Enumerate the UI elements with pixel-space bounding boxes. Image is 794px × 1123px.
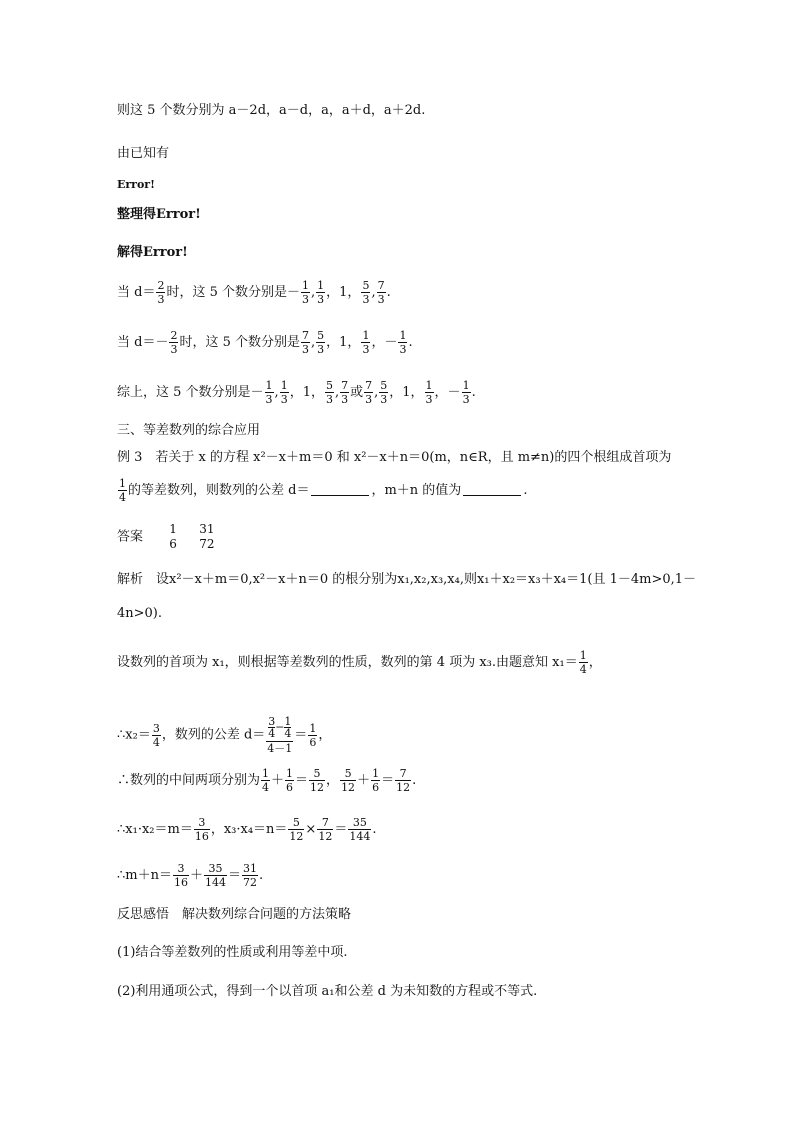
text: ＋ (357, 773, 371, 788)
text: ， (318, 727, 332, 743)
text: 解析 设x²－x＋m＝0,x²－x＋n＝0 的根分别为x₁,x₂,x₃,x₄,则x₁＋x₂＝x₃＋x₄＝1(且 1－4m>0,1－ (117, 572, 697, 587)
reflection-point-2 (117, 984, 537, 1000)
analysis-line-5 (117, 768, 416, 793)
line-case-negative: 当 d＝－ $\frac{2}{3}$ 时，这 5 个数分别是 $\frac{7}{3}$ , $\frac{5}{3}$ ，1， $\frac{1}{3}$ ，－ $\frac{1}{3}$ . (117, 329, 413, 356)
analysis-line-7 (117, 863, 263, 888)
text: 反思感悟 解决数列综合问题的方法策略 (117, 907, 352, 922)
fraction: $\frac{5}{3}$ (325, 379, 333, 406)
fraction: $\frac{1}{3}$ (425, 379, 433, 406)
fraction: $\frac{1}{4}$ (119, 477, 126, 504)
text: 或 (350, 385, 364, 400)
line-given (117, 146, 169, 162)
section-heading (117, 423, 260, 439)
text: 4n>0). (117, 606, 163, 621)
fraction: $\frac{5}{3}$ (380, 379, 388, 406)
fraction: $\frac{1}{3}$ (462, 379, 470, 406)
fraction: $\frac{5}{3}$ (317, 329, 325, 356)
fraction: $\frac{1}{4}$ (579, 649, 587, 676)
text: 整理得Error! (117, 207, 201, 222)
fraction: $\frac{2}{3}$ (170, 329, 178, 356)
text: ＝ (334, 822, 348, 837)
line-simplify (117, 207, 201, 223)
fraction: $\frac{2}{3}$ (157, 279, 165, 306)
fraction: $\frac{7}{3}$ (377, 279, 385, 306)
fraction: $\frac{7}{3}$ (302, 329, 310, 356)
fraction: $\frac{35}{144}$ (205, 862, 226, 889)
answer-label: 答案 (117, 529, 144, 545)
text: ＋ (271, 773, 285, 788)
line-solve (117, 245, 188, 261)
text: ＝ (381, 773, 395, 788)
answer-blank-mn (463, 495, 521, 496)
text: 当 d＝－ (117, 335, 169, 350)
text: ，1， (326, 335, 361, 350)
answer-fraction-mn: 31 72 (199, 522, 215, 551)
text: 时，这 5 个数分别是 (179, 335, 301, 350)
fraction: $\frac{7}{12}$ (318, 816, 333, 843)
text: ，－ (434, 385, 461, 400)
analysis-line-1 (117, 572, 696, 588)
fraction: $\frac{3}{16}$ (194, 816, 209, 843)
text: (1)结合等差数列的性质或利用等差中项. (117, 945, 348, 960)
fraction: $\frac{1}{6}$ (309, 721, 317, 749)
analysis-line-3 (117, 650, 602, 675)
text: ，m＋n 的值为 (371, 483, 462, 498)
text: ∴m＋n＝ (117, 868, 172, 883)
line-error-1 (117, 177, 155, 193)
fraction: $\frac{5}{12}$ (310, 767, 325, 794)
fraction: $\frac{31}{72}$ (243, 862, 258, 889)
text: ∴x₁·x₂＝m＝ (117, 822, 193, 837)
fraction: $\frac{5}{3}$ (362, 279, 370, 306)
text: ，1， (289, 385, 324, 400)
fraction: $\frac{7}{12}$ (396, 767, 411, 794)
text: . (412, 773, 417, 788)
text: 例 3 若关于 x 的方程 x²－x＋m＝0 和 x²－x＋n＝0(m，n∈R，且 m≠n)的四个根组成首项为 (117, 450, 672, 465)
fraction: $\frac{5}{12}$ (341, 767, 356, 794)
fraction: $\frac{1}{3}$ (399, 329, 407, 356)
analysis-line-4 (117, 716, 331, 754)
answer-fraction-d: 1 6 (169, 522, 177, 551)
answer-blank-d (311, 495, 369, 496)
fraction: $\frac{5}{12}$ (289, 816, 304, 843)
text: ∴数列的中间两项分别为 (117, 773, 261, 788)
reflection-point-1 (117, 945, 348, 961)
text: Error! (117, 178, 155, 191)
text: ，－ (371, 335, 398, 350)
text: 则这 5 个数分别为 a－2d，a－d，a，a＋d，a＋2d. (117, 103, 426, 118)
fraction: $\frac{35}{144}$ (349, 816, 371, 843)
text: (2)利用通项公式，得到一个以首项 a₁和公差 d 为未知数的方程或不等式. (117, 984, 538, 999)
text: 综上，这 5 个数分别是－ (117, 385, 264, 400)
text: ，1， (326, 285, 361, 300)
text: 的等差数列，则数列的公差 d＝ (128, 483, 310, 498)
text: ∴x₂＝ (117, 727, 151, 743)
text: 三、等差数列的综合应用 (117, 423, 261, 438)
text: ，x₃·x₄＝n＝ (210, 822, 288, 837)
example-3-line-1 (117, 450, 671, 466)
text: 时，这 5 个数分别是－ (166, 285, 301, 300)
reflection-title (117, 907, 351, 923)
fraction: $\frac{7}{3}$ (341, 379, 349, 406)
fraction: $\frac{1}{3}$ (362, 329, 370, 356)
fraction: $\frac{1}{6}$ (286, 767, 294, 794)
answer-line (117, 523, 217, 551)
text: ，数列的公差 d＝ (161, 727, 266, 743)
text: ，1， (389, 385, 424, 400)
text: 当 d＝ (117, 285, 156, 300)
text: × (305, 822, 317, 837)
text: ， (326, 773, 340, 788)
line-case-positive: 当 d＝ $\frac{2}{3}$ 时，这 5 个数分别是－ $\frac{1}{3}$ , $\frac{1}{3}$ ，1， $\frac{5}{3}$ , $\frac{7}{3}$ . (117, 279, 391, 306)
fraction: $\frac{1}{4}$ (262, 767, 270, 794)
text: 由已知有 (117, 146, 170, 161)
text: ， (588, 655, 602, 670)
line-summary: 综上，这 5 个数分别是－ $\frac{1}{3}$ , $\frac{1}{3}$ ，1， $\frac{5}{3}$ , $\frac{7}{3}$ 或 $\frac{7}{3}$ , $\frac{5}{3}$ ，1， $\frac{1}{3}$ ，－ $\frac{1}{3}$ . (117, 379, 476, 406)
text: ＝ (228, 868, 242, 883)
fraction: $\frac{1}{3}$ (265, 379, 273, 406)
fraction: $\frac{7}{3}$ (365, 379, 373, 406)
analysis-line-2 (117, 606, 162, 622)
text: . (259, 868, 264, 883)
text: ＋ (189, 868, 203, 883)
compound-fraction: $\frac{3}{4}$ − $\frac{1}{4}$ 4－1 (267, 715, 293, 755)
fraction: $\frac{1}{3}$ (280, 379, 288, 406)
text: ＝ (294, 727, 308, 743)
fraction: $\frac{3}{16}$ (173, 862, 188, 889)
fraction: $\frac{1}{3}$ (302, 279, 310, 306)
text: . (523, 483, 528, 498)
text: . (372, 822, 377, 837)
fraction: $\frac{1}{6}$ (372, 767, 380, 794)
text: ＝ (295, 773, 309, 788)
text: 设数列的首项为 x₁，则根据等差数列的性质，数列的第 4 项为 x₃.由题意知 x₁＝ (117, 655, 578, 670)
text: 解得Error! (117, 245, 188, 260)
line-five-numbers (117, 103, 425, 119)
example-3-line-2 (117, 478, 527, 503)
fraction: $\frac{1}{3}$ (317, 279, 325, 306)
fraction: $\frac{3}{4}$ (152, 721, 160, 749)
analysis-line-6 (117, 817, 376, 842)
